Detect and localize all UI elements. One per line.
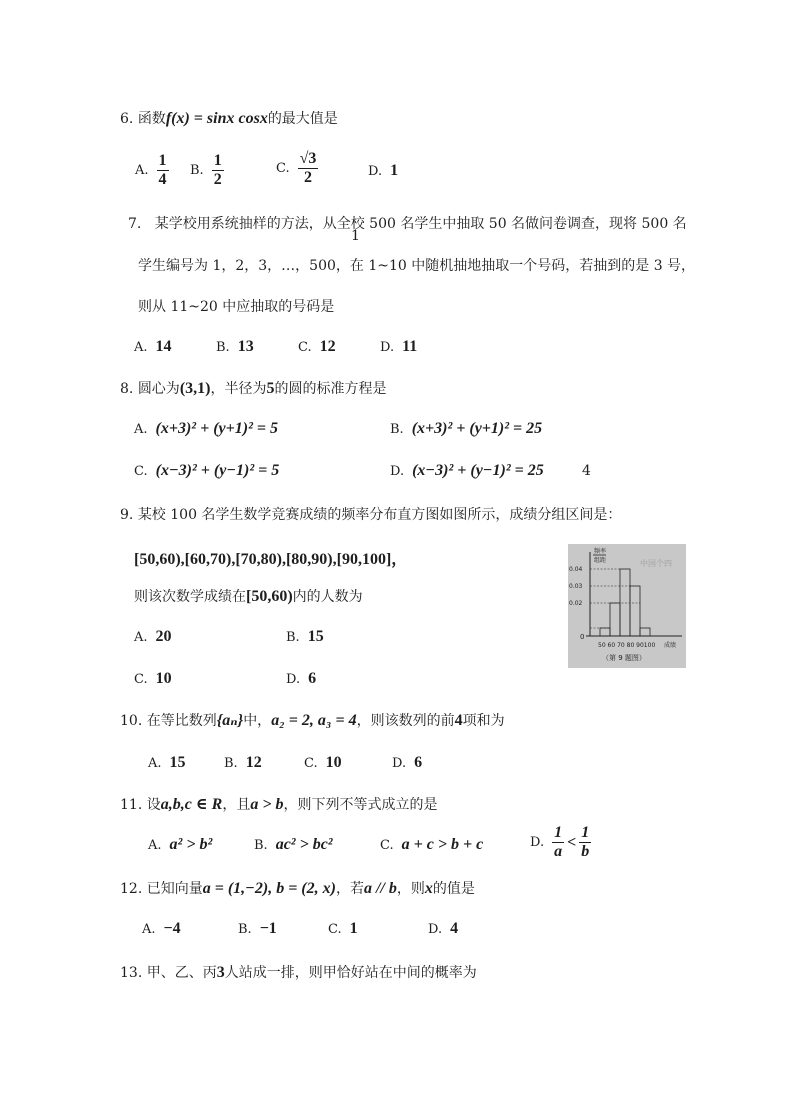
xlabel: 成绩 xyxy=(664,642,677,649)
q9-line1: 9. 某校 100 名学生数学竞赛成绩的频率分布直方图如图所示，成绩分组区间是： xyxy=(120,507,622,523)
q8-stem: 8. 圆心为(3,1)，半径为5的圆的标准方程是 xyxy=(120,380,387,397)
ytick-0: 0 xyxy=(580,633,585,641)
q7-line2: 学生编号为 1，2，3，…，500，在 1~10 中随机抽地抽取一个号码，若抽到的是 3 号， xyxy=(138,258,696,274)
q7-option-a: A. 14 xyxy=(134,338,172,355)
q11-option-b: B. ac² > bc² xyxy=(254,836,333,853)
q6-stem: 6. 函数f(x) = sinx cosx的最大值是 xyxy=(120,110,338,127)
q9-option-b: B. 15 xyxy=(286,628,324,645)
q8-option-c: C. (x−3)² + (y−1)² = 5 xyxy=(134,462,280,479)
q10-option-c: C. 10 xyxy=(304,754,342,771)
ytick-0.04: 0.04 xyxy=(569,566,583,573)
q9-option-a: A. 20 xyxy=(134,628,172,645)
q10-stem: 10. 在等比数列{aₙ}中，a₂ = 2, a₃ = 4，则该数列的前4项和为 xyxy=(120,712,505,729)
q12-stem: 12. 已知向量a = (1,−2), b = (2, x)，若a // b，则x的值是 xyxy=(120,880,475,897)
stray-digit: 4 xyxy=(582,463,591,479)
q10-option-a: A. 15 xyxy=(148,754,186,771)
q12-option-b: B. −1 xyxy=(238,920,277,937)
q7-option-d: D. 11 xyxy=(380,338,418,355)
q12-option-d: D. 4 xyxy=(428,920,459,937)
ytick-0.03: 0.03 xyxy=(569,583,583,590)
q10-option-b: B. 12 xyxy=(224,754,262,771)
figure-caption: （第 9 题图） xyxy=(602,654,646,662)
q7-line3: 则从 11~20 中应抽取的号码是 xyxy=(138,299,335,315)
q11-option-d: D. $\frac{1}{a}$ < $\frac{1}{b}$ xyxy=(530,824,590,860)
xticks: 50 60 70 80 90100 xyxy=(598,642,656,649)
q11-option-c: C. a + c > b + c xyxy=(380,836,484,853)
q7-option-c: C. 12 xyxy=(298,338,336,355)
ylabel-top: 频率 xyxy=(594,548,607,555)
q11-stem: 11. 设a,b,c ∈ R，且a > b，则下列不等式成立的是 xyxy=(120,796,438,813)
q6-option-d: D. 1 xyxy=(368,162,399,179)
q9-intervals: [50,60),[60,70),[70,80),[80,90),[90,100]， xyxy=(134,551,408,568)
q6-option-c: C. $\frac{√3}{2}$ xyxy=(276,150,317,186)
ylabel-bottom: 组距 xyxy=(594,557,607,564)
q8-option-d: D. (x−3)² + (y−1)² = 25 xyxy=(390,462,544,479)
q12-option-a: A. −4 xyxy=(142,920,181,937)
q11-option-a: A. a² > b² xyxy=(148,836,213,853)
q6-option-b: B. $\frac{1}{2}$ xyxy=(190,152,222,188)
q9-option-d: D. 6 xyxy=(286,670,317,687)
stray-mark: 1 xyxy=(351,228,360,244)
q6-option-a: A. $\frac{1}{4}$ xyxy=(135,152,167,188)
q13-stem: 13. 甲、乙、丙3人站成一排，则甲恰好站在中间的概率为 xyxy=(120,964,477,981)
figure-bg-text: 中国个四 xyxy=(640,559,672,568)
q12-option-c: C. 1 xyxy=(328,920,358,937)
q7-line1: 7. 某学校用系统抽样的方法，从全校 500 名学生中抽取 50 名做问卷调查，现将 500 名 xyxy=(128,216,687,232)
q7-option-b: B. 13 xyxy=(216,338,254,355)
q9-option-c: C. 10 xyxy=(134,670,172,687)
q10-option-d: D. 6 xyxy=(392,754,423,771)
q8-option-a: A. (x+3)² + (y+1)² = 5 xyxy=(134,420,279,437)
q8-option-b: B. (x+3)² + (y+1)² = 25 xyxy=(390,420,543,437)
ytick-0.02: 0.02 xyxy=(569,600,583,607)
histogram-figure xyxy=(568,544,686,668)
q9-line3: 则该次数学成绩在[50,60)内的人数为 xyxy=(134,588,363,605)
